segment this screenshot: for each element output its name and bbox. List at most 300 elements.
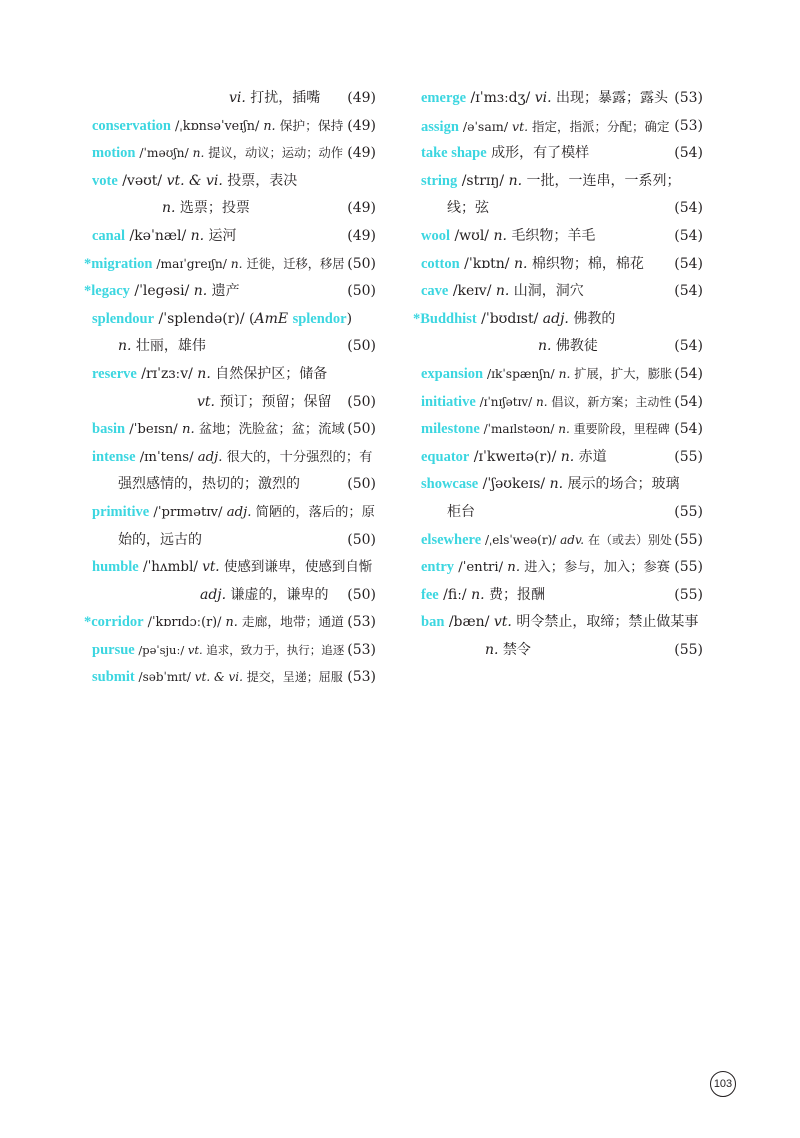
- vocab-entry: [84, 416, 376, 444]
- headword: motion: [92, 145, 136, 162]
- entry-text: [200, 587, 329, 603]
- entry-line: [413, 554, 703, 582]
- vocab-entry: [84, 444, 376, 499]
- unit-page-ref: (55): [674, 448, 703, 465]
- part-of-speech: n.: [197, 365, 211, 382]
- unit-page-ref: (50): [347, 393, 376, 410]
- vocab-entry: [413, 223, 703, 251]
- definition: 一批，一连串，一系列；: [522, 172, 681, 189]
- entry-text: [421, 395, 671, 409]
- entry-text: [84, 257, 345, 271]
- phonetic: /fiː/: [438, 586, 472, 603]
- entry-continuation-line: [413, 195, 703, 223]
- headword: wool: [421, 227, 450, 244]
- unit-page-ref: (54): [674, 227, 703, 244]
- entry-text: [92, 119, 343, 134]
- entry-line: [413, 527, 703, 555]
- definition: 棉织物；棉，棉花: [527, 255, 644, 272]
- definition: 很大的，十分强烈的；有: [222, 449, 373, 465]
- phonetic: /strɪŋ/: [457, 172, 509, 189]
- definition: 佛教的: [568, 310, 616, 327]
- part-of-speech: n.: [471, 586, 485, 603]
- unit-page-ref: (49): [347, 227, 376, 244]
- phonetic: /ˈhʌmbl/: [138, 559, 203, 576]
- headword: Buddhist: [420, 310, 477, 327]
- definition: 打扰，插嘴: [245, 90, 321, 106]
- entry-text: [421, 449, 607, 465]
- definition: 佛教徒: [551, 338, 598, 355]
- headword: cotton: [421, 255, 460, 272]
- entry-continuation-line: [413, 637, 703, 665]
- definition: 扩展，扩大，膨胀: [570, 366, 673, 381]
- part-of-speech: n.: [162, 200, 176, 217]
- unit-page-ref: (54): [674, 365, 703, 382]
- headword: humble: [92, 559, 139, 576]
- entry-text: [92, 450, 372, 465]
- vocab-entry: [413, 168, 703, 223]
- phonetic: /ˈprɪmətɪv/: [149, 504, 227, 520]
- phonetic: /maɪˈgreɪʃn/: [152, 256, 231, 271]
- part-of-speech: n.: [558, 366, 571, 381]
- vocab-entry: [84, 113, 376, 141]
- part-of-speech: n.: [495, 283, 510, 300]
- entry-text: [92, 311, 352, 327]
- definition: 预订；预留；保留: [215, 393, 332, 410]
- part-of-speech: n.: [493, 227, 507, 244]
- definition: 自然保护区；储备: [210, 365, 328, 382]
- vocab-entry: [413, 251, 703, 279]
- unit-page-ref: (53): [347, 614, 376, 631]
- entry-text: [92, 422, 345, 437]
- vocab-entry: [84, 140, 376, 168]
- definition: 始的，远古的: [118, 531, 202, 548]
- definition: 强烈感情的，热切的；激烈的: [118, 476, 300, 493]
- headword: splendour: [92, 310, 155, 327]
- definition: 柜台: [447, 503, 475, 520]
- phonetic: /ˈentri/: [454, 560, 508, 576]
- phonetic: /ˈlegəsi/: [129, 283, 194, 300]
- headword: corridor: [91, 614, 144, 631]
- part-of-speech: adj.: [542, 310, 569, 327]
- headword: milestone: [421, 421, 480, 438]
- vocab-entry: [84, 499, 376, 554]
- entry-line: [413, 444, 703, 472]
- headword: fee: [421, 586, 439, 603]
- entry-text: [447, 504, 475, 520]
- entry-text: [413, 311, 615, 327]
- entry-line: [84, 609, 376, 637]
- entry-text: [162, 200, 250, 216]
- entry-text: [421, 228, 595, 244]
- vocab-entry: [84, 609, 376, 637]
- entry-text: [421, 145, 589, 161]
- definition: 展示的场合；玻璃: [563, 476, 680, 493]
- headword: migration: [91, 255, 153, 272]
- entry-line: [84, 278, 376, 306]
- entry-text: [421, 476, 680, 492]
- entry-line: [84, 664, 376, 692]
- part-of-speech: n.: [263, 118, 276, 134]
- vocab-entry: [413, 609, 703, 664]
- entry-line: [413, 471, 703, 499]
- unit-page-ref: (53): [674, 90, 703, 106]
- entry-line: [84, 113, 376, 141]
- vocab-entry: [84, 251, 376, 279]
- vocab-entry: [413, 416, 703, 444]
- entry-line: [84, 168, 376, 196]
- page-number-circle: [710, 1071, 736, 1097]
- part-of-speech: vt.: [187, 642, 203, 657]
- definition: 倡议，新方案；主动性: [547, 394, 672, 409]
- entry-continuation-line: [84, 195, 376, 223]
- unit-page-ref: (54): [674, 393, 703, 410]
- phonetic: /ˌkɒnsəˈveɪʃn/: [170, 118, 264, 134]
- vocab-entry: [413, 361, 703, 389]
- definition: 保护；保持: [275, 118, 344, 134]
- entry-text: [92, 146, 343, 160]
- phonetic: /wʊl/: [450, 227, 494, 244]
- vocab-entry: [413, 113, 703, 141]
- part-of-speech: n.: [536, 394, 548, 409]
- definition: 提议，动议；运动；动作: [204, 146, 344, 161]
- headword: submit: [92, 669, 135, 686]
- part-of-speech: vi.: [229, 90, 246, 106]
- phonetic: /əˈsaɪn/: [458, 118, 513, 134]
- entry-text: [92, 173, 297, 189]
- headword: intense: [92, 448, 136, 465]
- unit-page-ref: (55): [674, 531, 703, 548]
- unit-page-ref: (50): [347, 283, 376, 300]
- unit-page-ref: (55): [674, 586, 703, 603]
- definition: 明令禁止，取缔；禁止做某事: [511, 614, 699, 631]
- entry-text: [421, 422, 670, 436]
- phonetic: /ɪˈkweɪtə(r)/: [469, 448, 561, 465]
- phonetic: /ˈməʊʃn/: [135, 146, 193, 161]
- definition: 指定，指派；分配；确定: [528, 118, 670, 134]
- entry-text: [421, 90, 668, 106]
- definition: 简陋的，落后的；原: [251, 504, 375, 520]
- entry-text: [421, 119, 670, 134]
- unit-page-ref: (50): [347, 421, 376, 438]
- entry-line: [84, 637, 376, 665]
- phonetic: 成形，有了模样: [486, 145, 590, 162]
- entry-text: [118, 338, 206, 354]
- entry-text: [421, 560, 670, 575]
- vocab-entry: [413, 140, 703, 168]
- part-of-speech: n.: [190, 227, 205, 244]
- definition: 提交，呈递；屈服: [242, 670, 343, 685]
- phonetic: /ˈkɒtn/: [459, 255, 514, 272]
- headword: canal: [92, 227, 126, 244]
- headword: assign: [421, 118, 459, 135]
- vocab-entry: [84, 168, 376, 223]
- asterisk-mark: *: [84, 283, 92, 300]
- entry-text: [538, 338, 598, 354]
- entry-text: [421, 256, 644, 272]
- entry-text: [118, 476, 300, 492]
- definition: 毛织物；羊毛: [506, 227, 596, 244]
- phonetic: /keɪv/: [448, 283, 496, 300]
- part-of-speech: n.: [538, 338, 552, 355]
- entry-line: [413, 113, 703, 141]
- phonetic: /ˈkɒrɪdɔː(r)/: [143, 615, 226, 631]
- unit-page-ref: (54): [674, 421, 703, 438]
- entry-text: [421, 587, 545, 603]
- phonetic: /ˈbʊdɪst/: [476, 310, 543, 327]
- vocab-entry: [84, 664, 376, 692]
- phonetic: /kəˈnæl/: [125, 227, 191, 244]
- entry-line: [84, 499, 376, 527]
- entry-text: [92, 559, 372, 575]
- definition: 走廊，地带；通道: [237, 615, 344, 631]
- vocab-entry: [413, 471, 703, 526]
- unit-page-ref: (50): [347, 586, 376, 603]
- entry-text: [92, 670, 343, 684]
- unit-page-ref: (49): [347, 90, 376, 106]
- entry-line: [84, 361, 376, 389]
- entry-text: [485, 642, 531, 658]
- unit-page-ref: (54): [674, 145, 703, 162]
- entry-line: [84, 223, 376, 251]
- unit-page-ref: (55): [674, 559, 703, 576]
- definition: 迁徙，迁移，移居: [242, 256, 345, 271]
- asterisk-mark: *: [413, 310, 421, 327]
- headword: ban: [421, 614, 445, 631]
- entry-line: [413, 361, 703, 389]
- part-of-speech: vt. & vi.: [194, 670, 243, 685]
- phonetic: /ˌelsˈweə(r)/: [481, 532, 561, 547]
- headword: showcase: [421, 476, 479, 493]
- entry-line: [84, 306, 376, 334]
- entry-continuation-line: [84, 389, 376, 417]
- phonetic: /ˈbeɪsn/: [125, 422, 182, 438]
- definition: 赤道: [574, 448, 607, 465]
- vocab-entry: [413, 554, 703, 582]
- part-of-speech: n.: [181, 422, 195, 438]
- part-of-speech: n.: [549, 476, 564, 493]
- phonetic: /ɪˈnɪʃətɪv/: [475, 394, 536, 409]
- vocab-entry: [84, 306, 376, 361]
- headword: emerge: [421, 90, 467, 106]
- unit-page-ref: (54): [674, 283, 703, 300]
- entry-line: [413, 278, 703, 306]
- vocab-entry: [84, 361, 376, 416]
- headword: cave: [421, 283, 449, 300]
- part-of-speech: n.: [192, 146, 205, 161]
- entry-continuation-line: [84, 333, 376, 361]
- unit-page-ref: (55): [674, 641, 703, 658]
- part-of-speech: AmE: [254, 310, 289, 327]
- headword: legacy: [91, 283, 130, 300]
- entry-text: [421, 614, 698, 630]
- headword: pursue: [92, 641, 135, 658]
- entry-line: [84, 444, 376, 472]
- headword: equator: [421, 448, 470, 465]
- part-of-speech: vt.: [512, 118, 529, 134]
- entry-text: [84, 283, 240, 299]
- entry-text: [92, 643, 344, 657]
- headword: reserve: [92, 365, 137, 382]
- headword: entry: [421, 559, 455, 576]
- definition: 运河: [204, 227, 237, 244]
- part-of-speech: n.: [508, 172, 523, 189]
- entry-line: [84, 85, 376, 113]
- entry-line: [413, 85, 703, 113]
- headword: conservation: [92, 117, 171, 134]
- phonetic: /ˈsplendə(r)/ (: [154, 310, 255, 327]
- part-of-speech: adv.: [560, 532, 585, 547]
- definition: 追求，致力于，执行；追逐: [202, 642, 345, 657]
- left-column: [84, 85, 376, 692]
- vocab-entry: [84, 278, 376, 306]
- entry-line: [84, 416, 376, 444]
- definition: 谦虚的，谦卑的: [226, 586, 329, 603]
- entry-line: [413, 582, 703, 610]
- part-of-speech: vt.: [197, 393, 215, 410]
- entry-text: [92, 228, 237, 244]
- part-of-speech: n.: [230, 256, 243, 271]
- phonetic: /pəˈsjuː/: [134, 642, 188, 657]
- vocab-entry: [413, 582, 703, 610]
- definition: 投票，表决: [222, 172, 298, 189]
- unit-page-ref: (55): [674, 503, 703, 520]
- definition: 在（或去）别处: [584, 532, 672, 547]
- phonetic: /ɪˈmɜːdʒ/: [466, 90, 535, 106]
- definition: 盆地；洗脸盆；盆；流域: [194, 422, 345, 438]
- definition: 线；弦: [447, 200, 489, 217]
- entry-line: [413, 389, 703, 417]
- unit-page-ref: (49): [347, 145, 376, 162]
- asterisk-mark: *: [84, 255, 92, 272]
- part-of-speech: n.: [560, 448, 575, 465]
- entry-continuation-line: [84, 582, 376, 610]
- entry-line: [84, 251, 376, 279]
- phonetic: /rɪˈzɜːv/: [136, 365, 198, 382]
- definition: 禁令: [498, 641, 531, 658]
- definition: 费；报酬: [484, 586, 546, 603]
- definition: 出现；暴露；露头: [551, 90, 669, 106]
- unit-page-ref: (50): [347, 531, 376, 548]
- vocab-entry: [413, 389, 703, 417]
- unit-page-ref: (53): [347, 669, 376, 686]
- part-of-speech: n.: [558, 422, 570, 437]
- part-of-speech: n.: [513, 255, 528, 272]
- entry-text: [92, 366, 327, 382]
- unit-page-ref: (53): [674, 117, 703, 134]
- headword: basin: [92, 421, 126, 438]
- entry-text: [421, 367, 672, 381]
- entry-line: [413, 168, 703, 196]
- definition: 壮丽，雄伟: [131, 338, 206, 355]
- part-of-speech: n.: [485, 641, 499, 658]
- entry-line: [413, 140, 703, 168]
- entry-text: [197, 394, 331, 410]
- phonetic: /səbˈmɪt/: [134, 670, 195, 685]
- entry-continuation-line: [413, 499, 703, 527]
- vocab-entry: [413, 306, 703, 361]
- headword: vote: [92, 172, 118, 189]
- vocab-entry: [84, 637, 376, 665]
- asterisk-mark: *: [84, 614, 92, 631]
- entry-continuation-line: [413, 333, 703, 361]
- unit-page-ref: (53): [347, 641, 376, 658]
- phonetic: /ˈʃəʊkeɪs/: [478, 476, 550, 493]
- unit-page-ref: (49): [347, 117, 376, 134]
- vocab-entry: [413, 444, 703, 472]
- vocab-entry: [413, 527, 703, 555]
- entry-line: [413, 306, 703, 334]
- part-of-speech: adj.: [226, 504, 252, 520]
- part-of-speech: vt. & vi.: [166, 172, 223, 189]
- unit-page-ref: (54): [674, 200, 703, 217]
- phonetic: /bæn/: [444, 614, 494, 631]
- vocab-entry: [413, 278, 703, 306]
- unit-page-ref: (54): [674, 255, 703, 272]
- part-of-speech: vt.: [493, 614, 512, 631]
- headword: primitive: [92, 503, 150, 520]
- right-column: [413, 85, 703, 664]
- entry-text: [229, 90, 320, 106]
- entry-line: [84, 140, 376, 168]
- phonetic: /vəʊt/: [117, 172, 167, 189]
- headword: initiative: [421, 393, 476, 410]
- vocab-entry: [84, 223, 376, 251]
- entry-line: [413, 609, 703, 637]
- phonetic: /ɪnˈtens/: [135, 449, 198, 465]
- headword: elsewhere: [421, 531, 482, 548]
- part-of-speech: n.: [225, 615, 238, 631]
- paren-close: ): [346, 310, 353, 327]
- headword-variant: splendor: [292, 310, 347, 327]
- entry-text: [118, 532, 202, 548]
- entry-line: [413, 416, 703, 444]
- part-of-speech: n.: [118, 338, 132, 355]
- entry-text: [421, 173, 681, 189]
- unit-page-ref: (49): [347, 200, 376, 217]
- entry-line: [84, 554, 376, 582]
- entry-text: [84, 615, 344, 630]
- headword: string: [421, 172, 458, 189]
- part-of-speech: vi.: [534, 90, 552, 106]
- unit-page-ref: (54): [674, 338, 703, 355]
- unit-page-ref: (50): [347, 338, 376, 355]
- part-of-speech: adj.: [200, 586, 227, 603]
- definition: 选票；投票: [175, 200, 250, 217]
- phonetic: /ɪkˈspænʃn/: [483, 366, 559, 381]
- entry-text: [421, 533, 672, 547]
- part-of-speech: n.: [193, 283, 208, 300]
- vocab-entry: [84, 554, 376, 609]
- entry-continuation-line: [84, 527, 376, 555]
- part-of-speech: vt.: [202, 559, 220, 576]
- entry-line: [413, 223, 703, 251]
- headword: take shape: [421, 145, 487, 162]
- vocab-entry: [413, 85, 703, 113]
- unit-page-ref: (50): [347, 476, 376, 493]
- vocab-entry: [84, 85, 376, 113]
- page-number: 103: [713, 1078, 733, 1090]
- entry-text: [92, 505, 375, 520]
- unit-page-ref: (50): [347, 255, 376, 272]
- definition: 山洞，洞穴: [509, 283, 584, 300]
- headword: expansion: [421, 365, 484, 382]
- part-of-speech: n.: [507, 560, 521, 576]
- definition: 遗产: [207, 283, 240, 300]
- phonetic: /ˈmaɪlstəʊn/: [479, 422, 559, 437]
- definition: 进入；参与，加入；参赛: [520, 560, 670, 576]
- entry-continuation-line: [84, 471, 376, 499]
- definition: 使感到谦卑，使感到自惭: [219, 559, 373, 576]
